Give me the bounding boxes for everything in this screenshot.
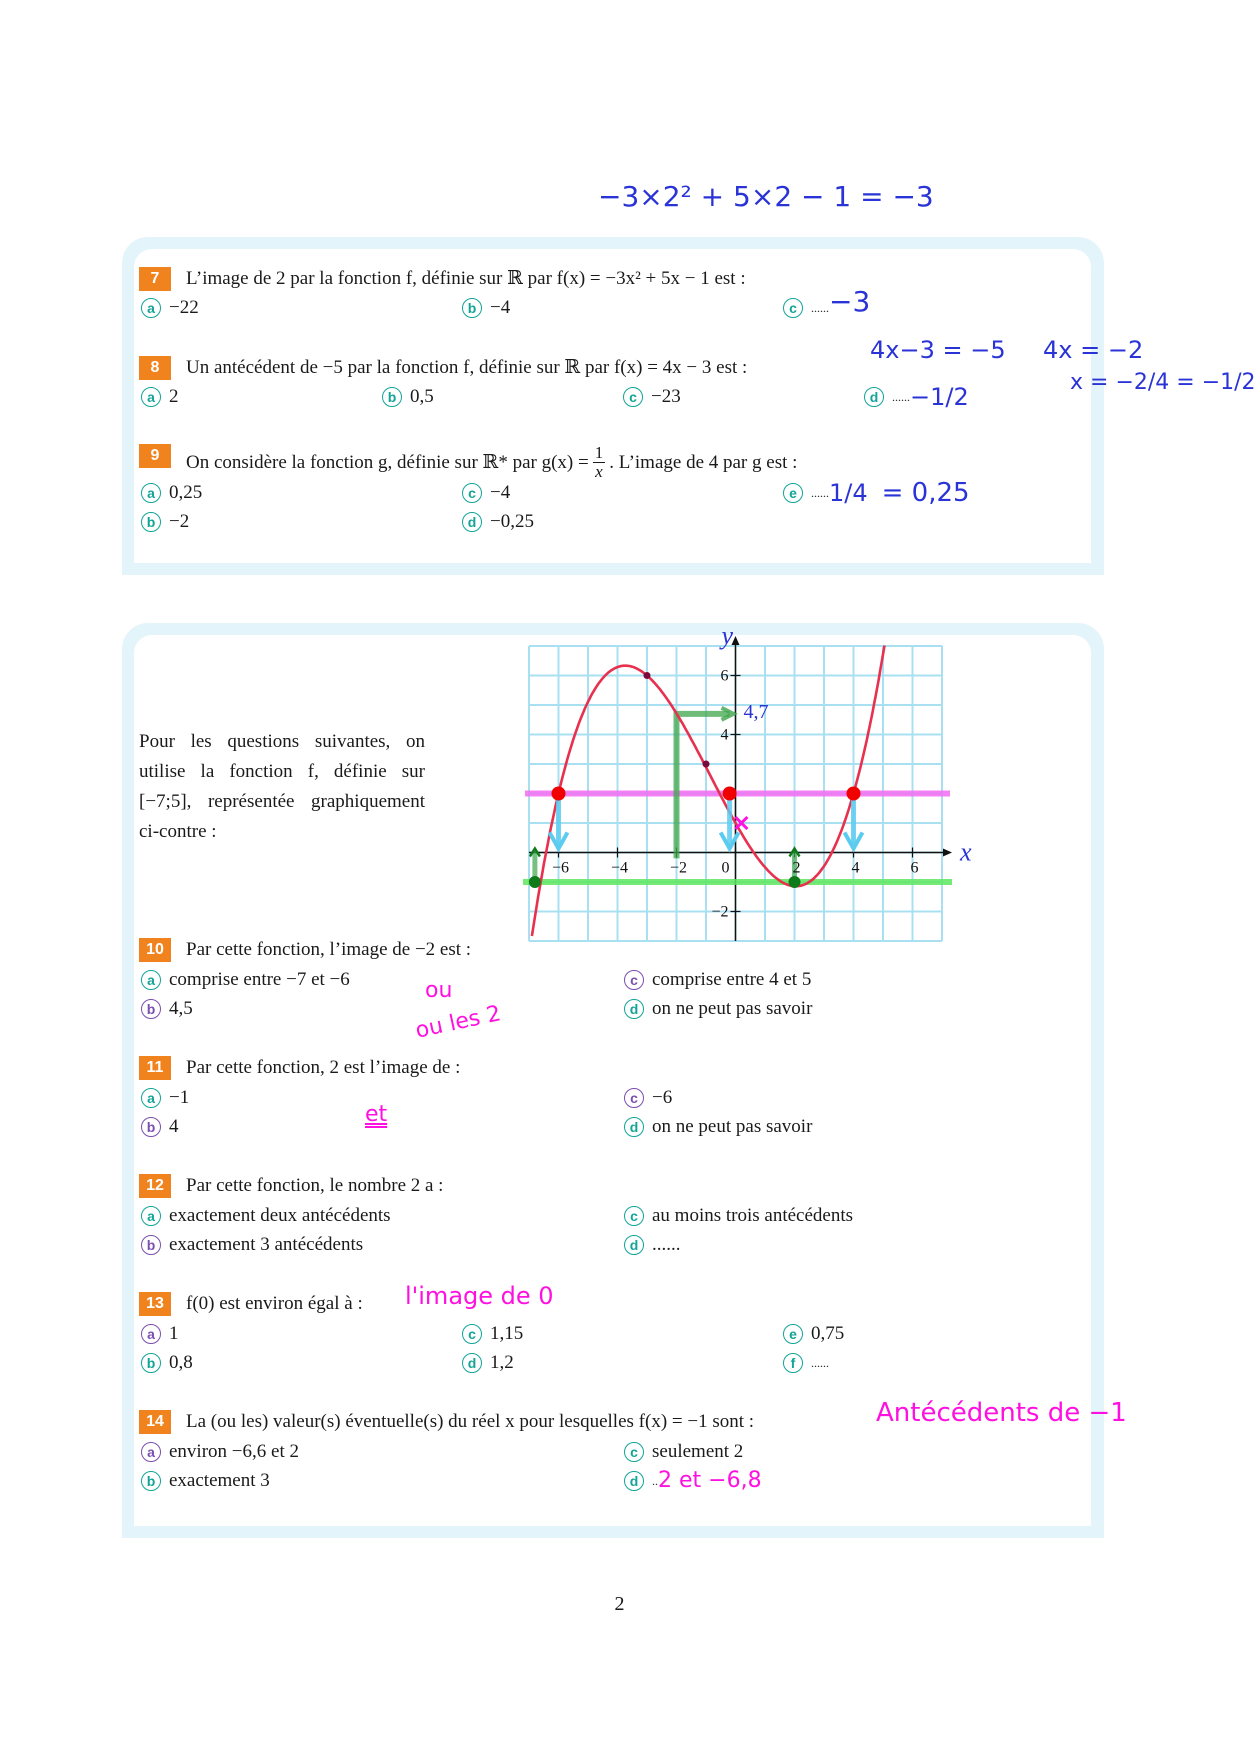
option-text: 0,25 (169, 482, 203, 503)
option-text: au moins trois antécédents (652, 1205, 854, 1226)
y-axis-label: y (721, 621, 734, 650)
q14-option-a[interactable] (141, 1440, 299, 1464)
option-text: exactement 3 (169, 1470, 270, 1491)
option-badge: d (624, 999, 644, 1019)
option-text: −4 (490, 482, 511, 503)
q14-option-c[interactable] (624, 1440, 743, 1464)
question-9-text-before: On considère la fonction g, définie sur ℝ* par g(x) = (186, 451, 589, 473)
option-text: comprise entre 4 et 5 (652, 969, 812, 990)
option-text: 4 (169, 1116, 179, 1137)
x-tick-label: 4 (851, 859, 860, 877)
q9-option-c[interactable] (462, 481, 510, 505)
question-number-14: 14 (139, 1410, 171, 1434)
option-badge: c (462, 483, 482, 503)
option-text: 1,15 (490, 1323, 524, 1344)
q10-option-d[interactable] (624, 997, 812, 1021)
x-tick-label: −6 (551, 859, 570, 877)
q8-option-c[interactable] (623, 385, 681, 409)
red-intersection-point (847, 787, 861, 801)
option-text: 0,5 (410, 386, 434, 407)
q12-option-a[interactable] (141, 1204, 391, 1228)
option-text: ...... (892, 390, 910, 404)
option-text: 1 (169, 1323, 179, 1344)
handwritten-q7-calculation: −3×2² + 5×2 − 1 = −3 (598, 180, 934, 213)
x-tick-label: −4 (610, 859, 629, 877)
page-number: 2 (614, 1593, 625, 1615)
option-badge: a (141, 387, 161, 407)
option-text: −0,25 (490, 511, 534, 532)
option-badge-selected: a (141, 1442, 161, 1462)
option-text: seulement 2 (652, 1441, 744, 1462)
option-badge: b (141, 1471, 161, 1491)
option-text: exactement deux antécédents (169, 1205, 391, 1226)
option-badge: b (382, 387, 402, 407)
option-badge-selected: b (141, 999, 161, 1019)
red-intersection-point (552, 787, 566, 801)
q13-option-c[interactable] (462, 1322, 523, 1346)
option-badge-selected: b (141, 1117, 161, 1137)
q13-option-d[interactable] (462, 1351, 514, 1375)
option-badge: d (624, 1117, 644, 1137)
option-text: −1 (169, 1087, 190, 1108)
option-badge: f (783, 1353, 803, 1373)
option-badge: d (462, 1353, 482, 1373)
handwritten-q14-note: Antécédents de −1 (876, 1398, 1127, 1428)
q9-option-a[interactable] (141, 481, 202, 505)
q14-option-d[interactable] (624, 1469, 762, 1493)
option-badge: d (624, 1471, 644, 1491)
option-badge: a (141, 1206, 161, 1226)
question-12-text: Par cette fonction, le nombre 2 a : (186, 1175, 444, 1196)
handwritten-answer: 2 et −6,8 (658, 1468, 762, 1493)
x-tick-label: 0 (721, 859, 730, 877)
q12-option-d[interactable] (624, 1233, 681, 1257)
option-text: 0,75 (811, 1323, 845, 1344)
label-4-7: 4,7 (743, 700, 769, 723)
option-text: ...... (652, 1234, 681, 1255)
option-text: −2 (169, 511, 190, 532)
option-text: −4 (490, 297, 511, 318)
option-text: environ −6,6 et 2 (169, 1441, 299, 1462)
question-number-12: 12 (139, 1174, 171, 1198)
option-badge: b (141, 1353, 161, 1373)
option-badge: d (462, 512, 482, 532)
option-badge: b (462, 298, 482, 318)
handwritten-q8-work-2: 4x = −2 (1043, 336, 1144, 364)
question-number-10: 10 (139, 938, 171, 962)
handwritten-answer: −1/2 (910, 383, 969, 411)
q12-option-b[interactable] (141, 1233, 363, 1257)
q13-option-e[interactable] (783, 1322, 844, 1346)
fraction (593, 444, 606, 481)
handwritten-q10-note-1: ou (425, 978, 453, 1003)
q11-option-a[interactable] (141, 1086, 189, 1110)
handwritten-q9-work: = 0,25 (881, 478, 970, 508)
y-tick-label: 4 (720, 726, 729, 744)
q13-option-b[interactable] (141, 1351, 193, 1375)
red-intersection-point (723, 787, 737, 801)
handwritten-q8-work-1: 4x−3 = −5 (870, 336, 1006, 364)
q8-option-b[interactable] (382, 385, 434, 409)
q13-option-f[interactable] (783, 1351, 829, 1375)
option-text: −22 (169, 297, 199, 318)
option-text: .. (652, 1474, 658, 1488)
annotation-marks (529, 787, 863, 889)
graph-intro-text: Pour les questions suivantes, on utilise la fonction f, définie sur [−7;5], représentée graphiquement ci-contre : (139, 731, 425, 842)
question-number-8: 8 (139, 356, 171, 380)
option-text: comprise entre −7 et −6 (169, 969, 350, 990)
y-tick-label: 6 (720, 667, 729, 685)
option-badge-selected: b (141, 1235, 161, 1255)
option-badge: b (141, 512, 161, 532)
option-badge: c (624, 1206, 644, 1226)
option-text: 4,5 (169, 998, 193, 1019)
option-badge: c (462, 1324, 482, 1344)
option-text: ...... (811, 486, 829, 500)
curve-marked-point (644, 672, 651, 679)
option-badge: a (141, 483, 161, 503)
handwritten-answer: −3 (829, 285, 871, 318)
question-9-text (186, 444, 797, 481)
option-badge-selected: a (141, 1324, 161, 1344)
q11-option-c[interactable] (624, 1086, 672, 1110)
question-number-7: 7 (139, 267, 171, 291)
fraction-denominator: x (595, 462, 603, 481)
q9-option-b[interactable] (141, 510, 189, 534)
option-text: −23 (651, 386, 681, 407)
option-badge: c (783, 298, 803, 318)
question-number-9: 9 (139, 444, 171, 468)
q7-option-b[interactable] (462, 296, 510, 320)
question-9-text-after: . L’image de 4 par g est : (609, 451, 798, 473)
function-graph (510, 620, 970, 950)
option-badge: a (141, 1088, 161, 1108)
q12-option-c[interactable] (624, 1204, 853, 1228)
option-text: ...... (811, 301, 829, 315)
question-7-text: L’image de 2 par la fonction f, définie sur ℝ par f(x) = −3x² + 5x − 1 est : (186, 268, 746, 289)
q13-option-a[interactable] (141, 1322, 179, 1346)
option-text: −6 (652, 1087, 673, 1108)
question-10-text: Par cette fonction, l’image de −2 est : (186, 939, 472, 960)
q9-option-e[interactable] (783, 478, 970, 508)
q8-option-d[interactable] (864, 385, 969, 409)
option-text: on ne peut pas savoir (652, 998, 813, 1019)
handwritten-q10-note-2: ou les 2 (413, 1001, 504, 1044)
x-tick-label: 6 (910, 859, 919, 877)
q10-option-a[interactable] (141, 968, 350, 992)
option-text: 0,8 (169, 1352, 193, 1373)
x-tick-label: 2 (792, 859, 801, 877)
q7-option-c[interactable] (783, 285, 871, 320)
option-text: 2 (169, 386, 179, 407)
q10-option-b[interactable] (141, 997, 193, 1021)
q14-option-b[interactable] (141, 1469, 270, 1493)
option-badge: e (783, 483, 803, 503)
fraction-numerator: 1 (594, 443, 604, 462)
y-tick-label: −2 (711, 903, 729, 921)
question-8-text: Un antécédent de −5 par la fonction f, définie sur ℝ par f(x) = 4x − 3 est : (186, 357, 748, 378)
q10-option-c[interactable] (624, 968, 811, 992)
q11-option-b[interactable] (141, 1115, 179, 1139)
x-axis-arrow (943, 849, 952, 857)
q7-option-a[interactable] (141, 296, 199, 320)
option-text: exactement 3 antécédents (169, 1234, 364, 1255)
option-text: ...... (811, 1356, 829, 1370)
green-intersection-point (529, 876, 541, 888)
option-badge: d (864, 387, 884, 407)
handwritten-q11-note: et (365, 1102, 388, 1127)
axes (529, 636, 952, 941)
question-13-text: f(0) est environ égal à : (186, 1293, 363, 1314)
question-14-text: La (ou les) valeur(s) éventuelle(s) du réel x pour lesquelles f(x) = −1 sont : (186, 1411, 755, 1432)
q8-option-a[interactable] (141, 385, 179, 409)
q9-option-d[interactable] (462, 510, 534, 534)
question-number-13: 13 (139, 1292, 171, 1316)
option-badge: c (624, 1442, 644, 1462)
q11-option-d[interactable] (624, 1115, 812, 1139)
handwritten-q13-note: l'image de 0 (405, 1282, 554, 1310)
question-number-11: 11 (139, 1056, 171, 1080)
option-badge: a (141, 970, 161, 990)
x-axis-label: x (960, 837, 972, 867)
option-badge: c (623, 387, 643, 407)
green-intersection-point (789, 876, 801, 888)
option-badge: a (141, 298, 161, 318)
option-badge-selected: c (624, 970, 644, 990)
option-badge: d (624, 1235, 644, 1255)
curve-marked-point (703, 761, 710, 768)
tick-labels (552, 621, 972, 921)
option-badge: e (783, 1324, 803, 1344)
handwritten-q8-work-3: x = −2/4 = −1/2 (1070, 370, 1256, 395)
x-tick-label: −2 (669, 859, 688, 877)
option-text: on ne peut pas savoir (652, 1116, 813, 1137)
handwritten-answer: 1/4 (829, 479, 868, 507)
option-text: 1,2 (490, 1352, 514, 1373)
option-badge-selected: c (624, 1088, 644, 1108)
question-11-text: Par cette fonction, 2 est l’image de : (186, 1057, 461, 1078)
